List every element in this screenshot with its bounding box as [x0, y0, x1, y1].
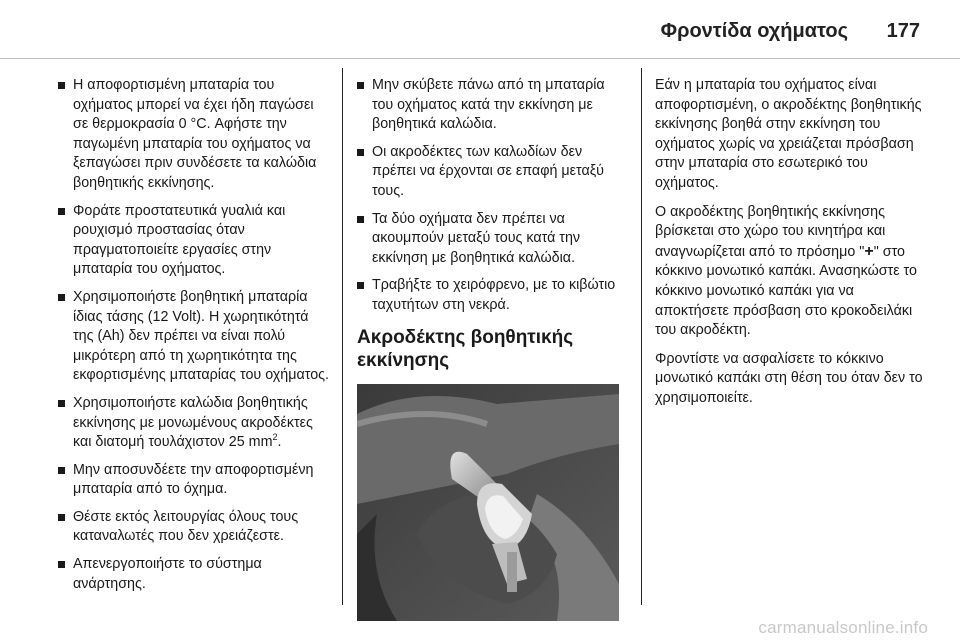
bullet-list-1	[58, 76, 330, 594]
bullet-list-2	[357, 76, 627, 316]
superscript: 2	[272, 432, 278, 443]
list-item: Θέστε εκτός λειτουργίας όλους τους καταναλωτές που δεν χρειάζεστε.	[58, 508, 330, 547]
column-1	[58, 76, 330, 602]
bullet-square-icon	[357, 282, 364, 289]
column-divider-1	[342, 68, 343, 605]
list-item: Φοράτε προστατευτικά γυαλιά και ρουχισμό προστασίας όταν πραγματοποιείτε εργασίες στην μπαταρία του οχήματος.	[58, 202, 330, 280]
terminal-illustration	[357, 384, 619, 621]
list-item: Χρησιμοποιήστε βοηθητική μπαταρία ίδιας τάσης (12 Volt). Η χωρητικότητά της (Ah) δεν πρέπει να είναι πολύ μικρότερη από τη χωρητικότητα της εκφορτισμένης μπαταρίας του οχήματος.	[58, 288, 330, 386]
paragraph: Εάν η μπαταρία του οχήματος είναι αποφορτισμένη, ο ακροδέκτης βοηθητικής εκκίνησης βοηθά στην εκκίνηση του οχήματος χωρίς να χρειάζεται πρόσβαση στην μπαταρία στο εσωτερικό του οχήματος.	[655, 77, 922, 191]
bullet-square-icon	[58, 467, 65, 474]
list-item: Η αποφορτισμένη μπαταρία του οχήματος μπορεί να έχει ήδη παγώσει σε θερμοκρασία 0 °C. Αφήστε την παγωμένη μπαταρία του οχήματος να ξεπαγώσει πριν συνδέσετε τα καλώδια βοηθητικής εκκίνησης.	[58, 76, 330, 194]
bullet-square-icon	[357, 82, 364, 89]
bullet-square-icon	[58, 561, 65, 568]
list-item: Μην σκύβετε πάνω από τη μπαταρία του οχήματος κατά την εκκίνηση με βοηθητικά καλώδια.	[357, 76, 627, 135]
bullet-square-icon	[58, 82, 65, 89]
bullet-square-icon	[357, 216, 364, 223]
bullet-square-icon	[58, 400, 65, 407]
bullet-square-icon	[58, 294, 65, 301]
bullet-square-icon	[58, 208, 65, 215]
list-item: Τα δύο οχήματα δεν πρέπει να ακουμπούν μεταξύ τους κατά την εκκίνηση με βοηθητικά καλώδια.	[357, 210, 627, 269]
section-heading: Ακροδέκτης βοηθητικής εκκίνησης	[357, 326, 574, 371]
page-number: 177	[886, 20, 920, 42]
column-2	[357, 76, 627, 621]
watermark: carmanualsonline.info	[758, 618, 928, 637]
list-item: Μην αποσυνδέετε την αποφορτισμένη μπαταρία από το όχημα.	[58, 461, 330, 500]
header-divider	[0, 58, 960, 59]
jump-start-terminal-photo	[357, 384, 619, 621]
page-header	[0, 0, 960, 62]
paragraph: Φροντίστε να ασφαλίσετε το κόκκινο μονωτικό καπάκι στη θέση του όταν δεν το χρησιμοποιείτε.	[655, 350, 923, 406]
list-item: Χρησιμοποιήστε καλώδια βοηθητικής εκκίνησης με μονωμένους ακροδέκτες και διατομή τουλάχιστον 25 $mm^2$.	[58, 394, 330, 453]
bullet-square-icon	[357, 149, 364, 156]
plus-icon: +	[864, 242, 874, 260]
column-3	[655, 76, 927, 418]
bullet-square-icon	[58, 514, 65, 521]
list-item: Οι ακροδέκτες των καλωδίων δεν πρέπει να έρχονται σε επαφή μεταξύ τους.	[357, 143, 627, 202]
page-title: Φροντίδα οχήματος	[660, 20, 848, 42]
paragraph: Ο ακροδέκτης βοηθητικής εκκίνησης βρίσκεται στο χώρο του κινητήρα και αναγνωρίζεται από το πρόσημο "+" στο κόκκινο μονωτικό καπάκι. Ανασηκώστε το κόκκινο μονωτικό καπάκι για να αποκτήσετε πρόσβαση στο κροκοδειλάκι του ακροδέκτη.	[655, 203, 917, 339]
list-item: Τραβήξτε το χειρόφρενο, με το κιβώτιο ταχυτήτων στη νεκρά.	[357, 276, 627, 315]
column-divider-2	[641, 68, 642, 605]
list-item: Απενεργοποιήστε το σύστημα ανάρτησης.	[58, 555, 330, 594]
